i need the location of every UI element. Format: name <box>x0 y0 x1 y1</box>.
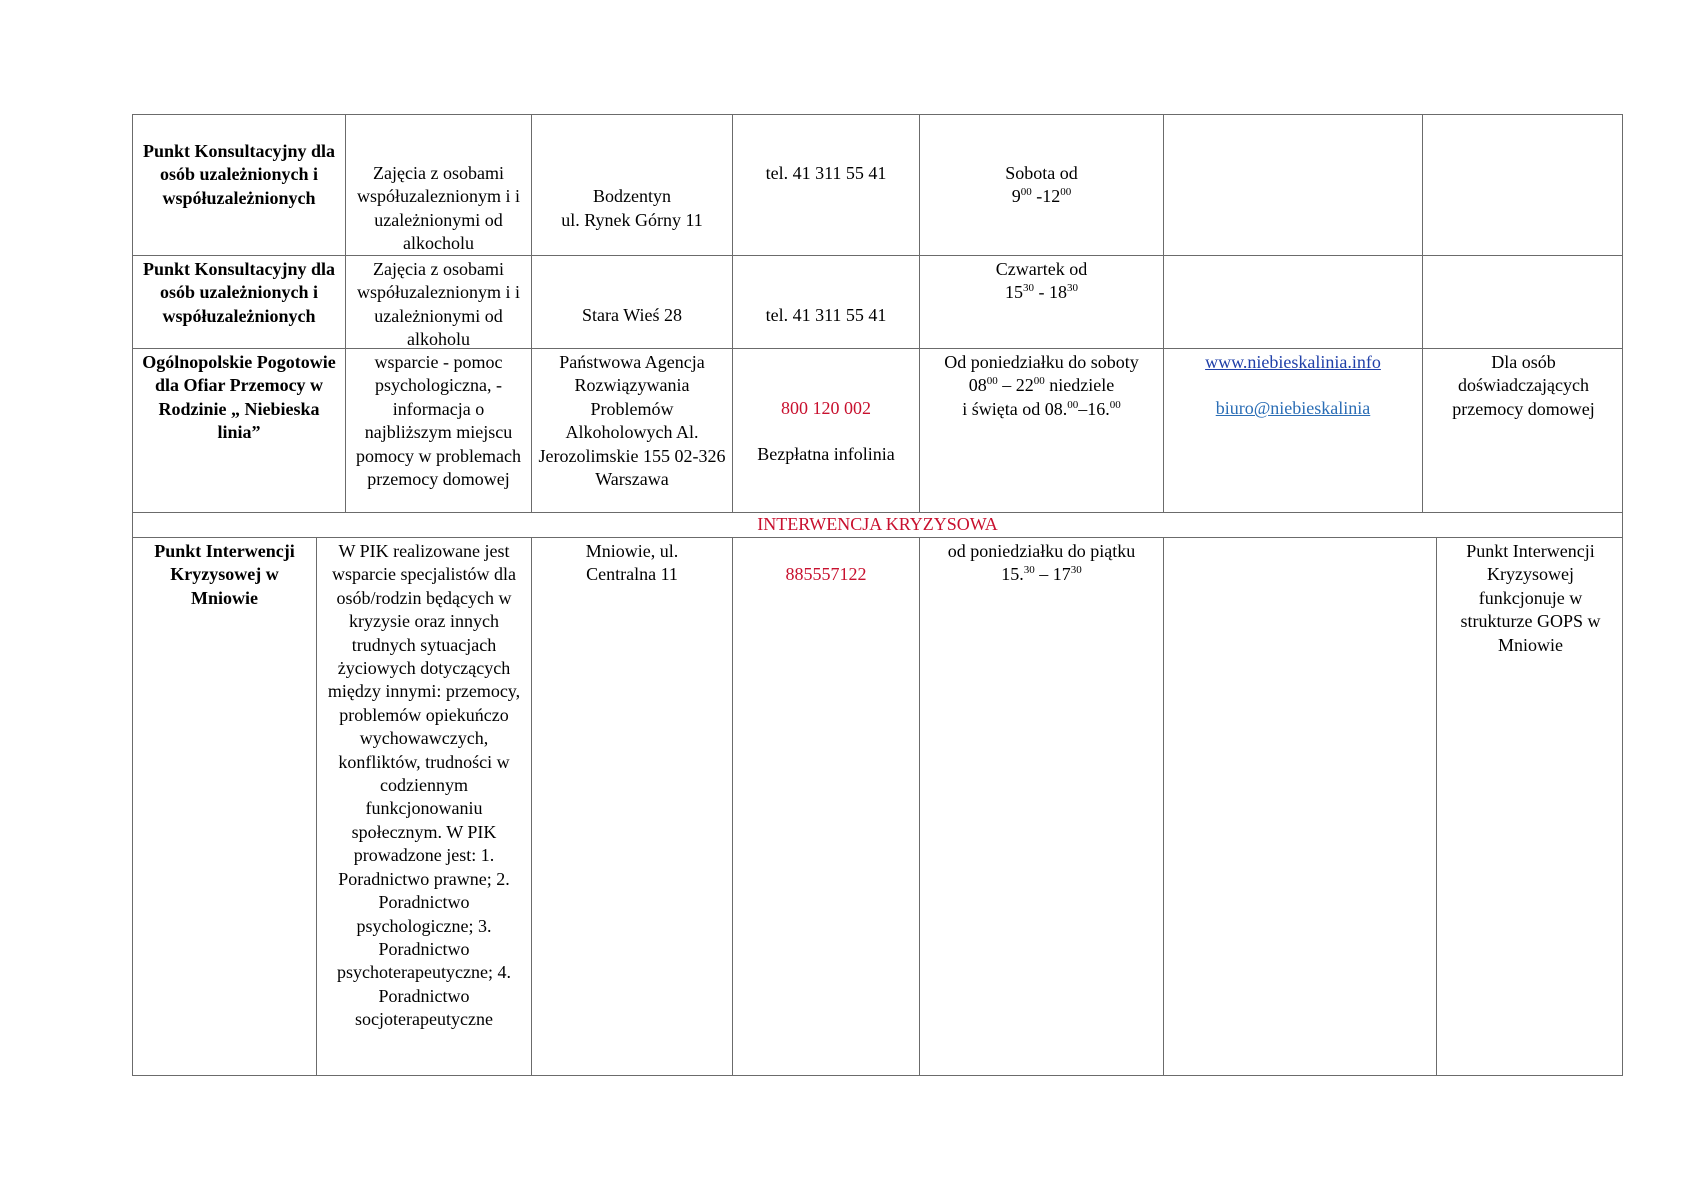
service-address: Państwowa Agencja Rozwiązywania Problemów Alkoholowych Al. Jerozolimskie 155 02-326 Warszawa <box>538 352 726 490</box>
hours-range: $08^{00} - 22^{00}$ niedziele <box>968 375 1115 396</box>
hotline-note: Bezpłatna infolinia <box>757 444 895 465</box>
service-notes-cell <box>1423 115 1624 255</box>
service-phone-cell <box>733 256 920 348</box>
services-table <box>132 114 1623 1076</box>
service-name-cell <box>133 538 317 1075</box>
service-name: Ogólnopolskie Pogotowie dla Ofiar Przemocy w Rodzinie „ Niebieska linia” <box>142 352 336 443</box>
service-name: Punkt Konsultacyjny dla osób uzależnionych i współuzależnionych <box>142 141 336 208</box>
service-description: Zajęcia z osobami współuzaleznionym i i uzależnionymi od alkocholu <box>357 163 520 254</box>
hotline-phone: 800 120 002 <box>781 398 871 418</box>
service-hours-cell <box>920 115 1164 255</box>
service-address-cell <box>532 538 733 1075</box>
service-phone-cell <box>733 115 920 255</box>
service-name-cell <box>133 115 346 255</box>
service-description-cell <box>346 115 532 255</box>
hours-day: Sobota od <box>1005 163 1078 183</box>
service-notes: Punkt Interwencji Kryzysowej funkcjonuje w strukturze GOPS w Mniowie <box>1460 541 1601 655</box>
hours-range: $15^{30} - 18^{30}$ <box>1005 282 1078 303</box>
service-contact-cell <box>1164 349 1423 512</box>
service-address-cell <box>532 115 733 255</box>
service-phone: tel. 41 311 55 41 <box>765 305 887 325</box>
service-description-cell <box>317 538 532 1075</box>
email-link[interactable]: biuro@niebieskalinia <box>1215 398 1371 419</box>
service-name-cell <box>133 256 346 348</box>
service-notes-cell <box>1423 256 1624 348</box>
hours-range: $9^{00}$ $-12^{00}$ <box>1011 186 1072 207</box>
service-hours-cell <box>920 538 1164 1075</box>
service-notes: Dla osób doświadczających przemocy domowej <box>1452 352 1595 419</box>
service-address-cell <box>532 256 733 348</box>
section-banner-row <box>133 513 1622 538</box>
service-contact-cell <box>1164 256 1423 348</box>
hours-days: od poniedziałku do piątku <box>947 541 1136 561</box>
table-row <box>133 115 1622 256</box>
table-row <box>133 256 1622 349</box>
service-address-cell <box>532 349 733 512</box>
pik-phone: 885557122 <box>785 564 867 584</box>
hours-holidays: i święta od 08.00–16.00 <box>962 398 1121 419</box>
hours-days: Od poniedziałku do soboty <box>944 352 1139 372</box>
table-row <box>133 349 1622 513</box>
service-phone-cell <box>733 349 920 512</box>
service-phone-cell <box>733 538 920 1075</box>
service-contact-cell <box>1164 115 1423 255</box>
service-description-cell <box>346 256 532 348</box>
hours-day: Czwartek od <box>995 259 1088 279</box>
section-banner: INTERWENCJA KRYZYSOWA <box>757 514 998 534</box>
service-notes-cell <box>1423 349 1624 512</box>
hours-range: $15.30 - 17^{30}$ <box>1001 564 1082 585</box>
service-description-cell <box>346 349 532 512</box>
service-address: Mniowie, ul. Centralna 11 <box>585 541 679 585</box>
service-notes-cell <box>1437 538 1624 1075</box>
service-address: Stara Wieś 28 <box>582 305 682 325</box>
service-name: Punkt Interwencji Kryzysowej w Mniowie <box>154 541 295 608</box>
service-name: Punkt Konsultacyjny dla osób uzależnionych i współuzależnionych <box>142 259 336 326</box>
website-link[interactable]: www.niebieskalinia.info <box>1205 352 1381 372</box>
service-contact-cell <box>1164 538 1437 1075</box>
service-name-cell <box>133 349 346 512</box>
table-row <box>133 538 1622 1075</box>
service-hours-cell <box>920 349 1164 512</box>
service-address: Bodzentyn ul. Rynek Górny 11 <box>561 186 703 230</box>
service-hours-cell <box>920 256 1164 348</box>
service-description: W PIK realizowane jest wsparcie specjalistów dla osób/rodzin będących w kryzysie oraz innych trudnych sytuacjach życiowych dotyczących między innymi: przemocy, problemów opiekuńczo wychowawczych, konfliktów, trudności w codziennym funkcjonowaniu społecznym. W PIK prowadzone jest: 1. Poradnictwo prawne; 2. Poradnictwo psychologiczne; 3. Poradnictwo psychoterapeutyczne; 4. Poradnictwo socjoterapeutyczne <box>327 541 521 1030</box>
service-description: wsparcie - pomoc psychologiczna, - informacja o najbliższym miejscu pomocy w problemach przemocy domowej <box>356 352 521 490</box>
service-phone: tel. 41 311 55 41 <box>765 163 887 183</box>
service-description: Zajęcia z osobami współuzaleznionym i i uzależnionymi od alkoholu <box>357 259 520 350</box>
